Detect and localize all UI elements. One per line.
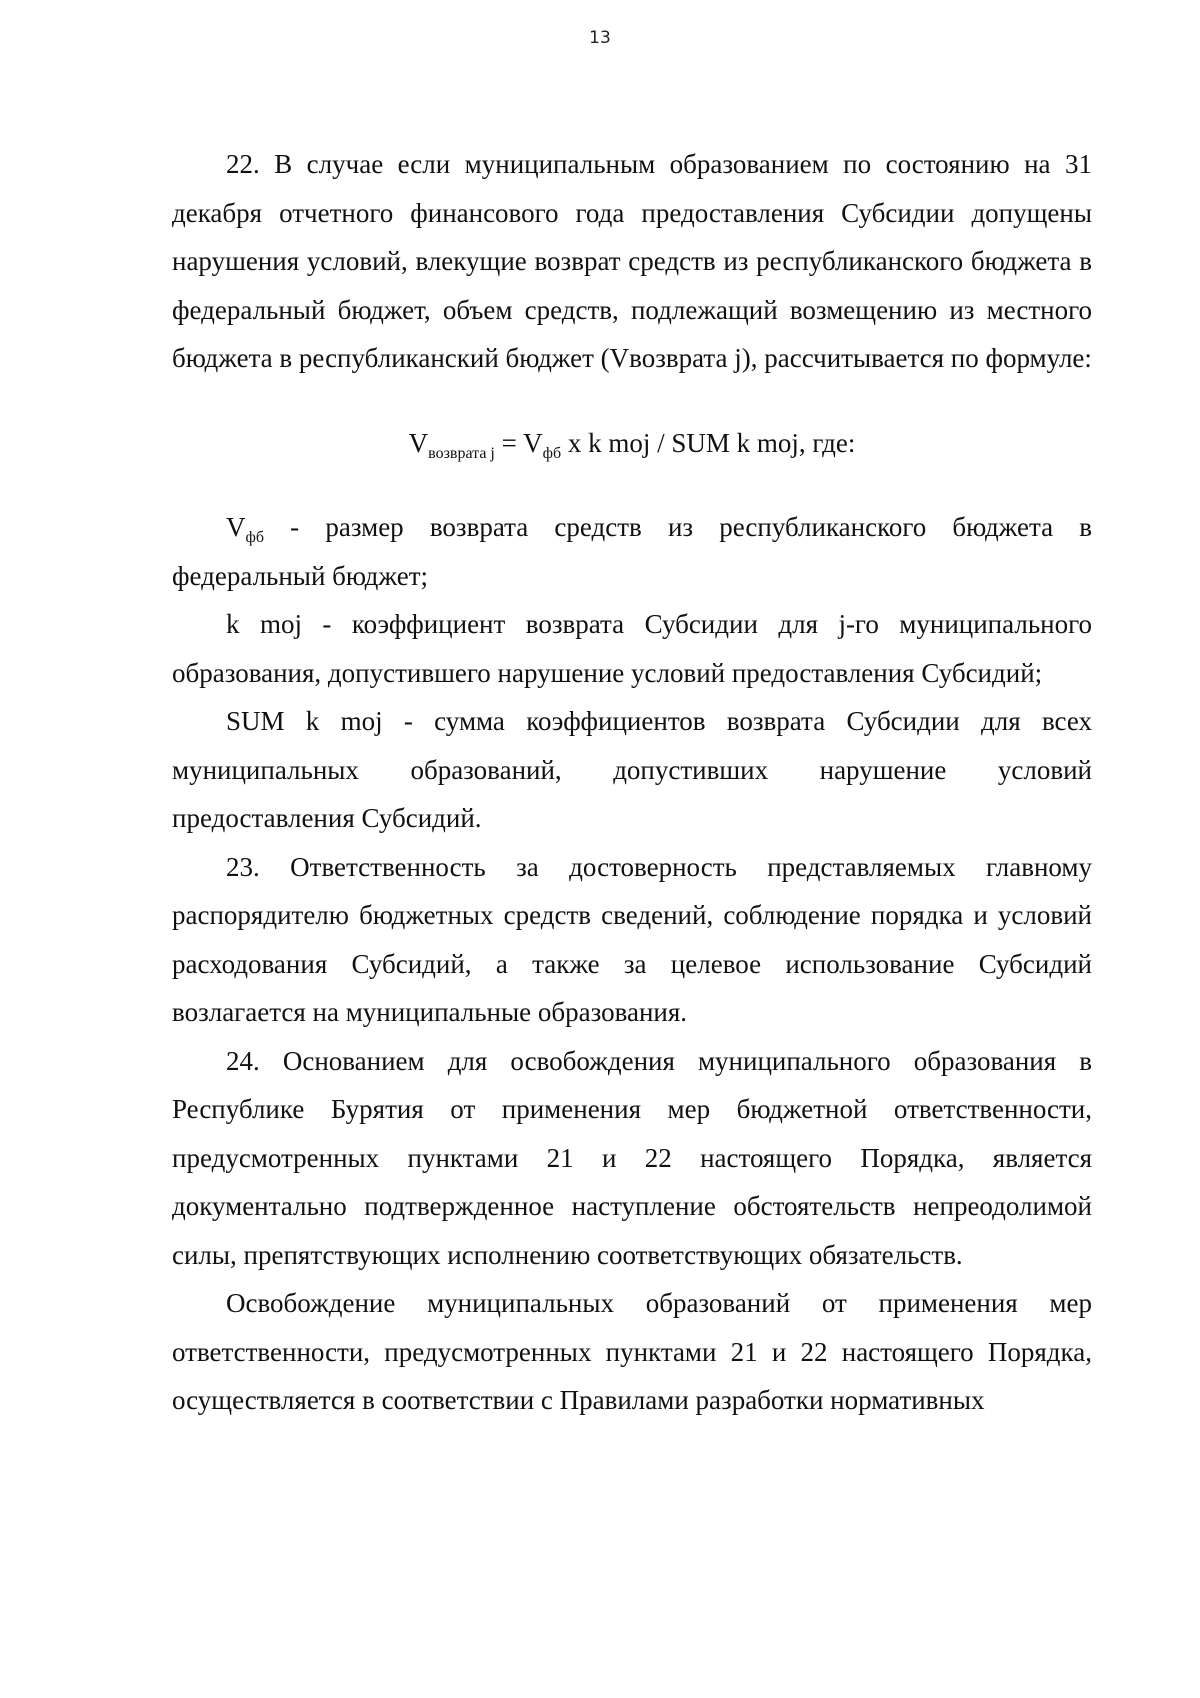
definition-kmoj: k moj - коэффициент возврата Субсидии для j-го муниципального образования, допустившего нарушение условий предоставления Субсидий; — [172, 609, 1092, 688]
formula-v-subscript: возврата j — [428, 444, 495, 462]
formula-equals: = — [494, 427, 524, 458]
definition-vfb-text: - размер возврата средств из республиканского бюджета в федеральный бюджет; — [172, 512, 1092, 591]
definition-vfb-subscript: фб — [245, 529, 265, 546]
paragraph-24: 24. Основанием для освобождения муниципального образования в Республике Бурятия от применения мер бюджетной ответственности, предусмотренных пунктами 21 и 22 настоящего Порядка, является документально подтвержденное наступление обстоятельств непреодолимой силы, препятствующих исполнению соответствующих обязательств. — [172, 1045, 1092, 1270]
definition-vfb-symbol: V — [226, 512, 246, 542]
formula-v2: V — [523, 427, 543, 458]
document-body — [172, 140, 1092, 1425]
paragraph-release: Освобождение муниципальных образований от применения мер ответственности, предусмотренных пунктами 21 и 22 настоящего Порядка, осуществляется в соответствии с Правилами разработки нормативных — [172, 1288, 1092, 1415]
formula-rest: x k moj / SUM k moj, где: — [561, 427, 856, 458]
page-number: 13 — [589, 28, 611, 48]
formula-v2-subscript: фб — [542, 444, 562, 462]
formula-v: V — [408, 427, 429, 458]
paragraph-23: 23. Ответственность за достоверность представляемых главному распорядителю бюджетных средств сведений, соблюдение порядка и условий расходования Субсидий, а также за целевое использование Субсидий возлагается на муниципальные образования. — [172, 851, 1092, 1027]
definition-sum-kmoj: SUM k moj - сумма коэффициентов возврата Субсидии для всех муниципальных образований, допустивших нарушение условий предоставления Субсидий. — [172, 706, 1092, 833]
formula — [172, 419, 1092, 468]
paragraph-22: 22. В случае если муниципальным образованием по состоянию на 31 декабря отчетного финансового года предоставления Субсидии допущены нарушения условий, влекущие возврат средств из республиканского бюджета в федеральный бюджет, объем средств, подлежащий возмещению из местного бюджета в республиканский бюджет (Vвозврата j), рассчитывается по формуле: — [172, 149, 1092, 373]
definition-vfb — [172, 503, 1092, 600]
